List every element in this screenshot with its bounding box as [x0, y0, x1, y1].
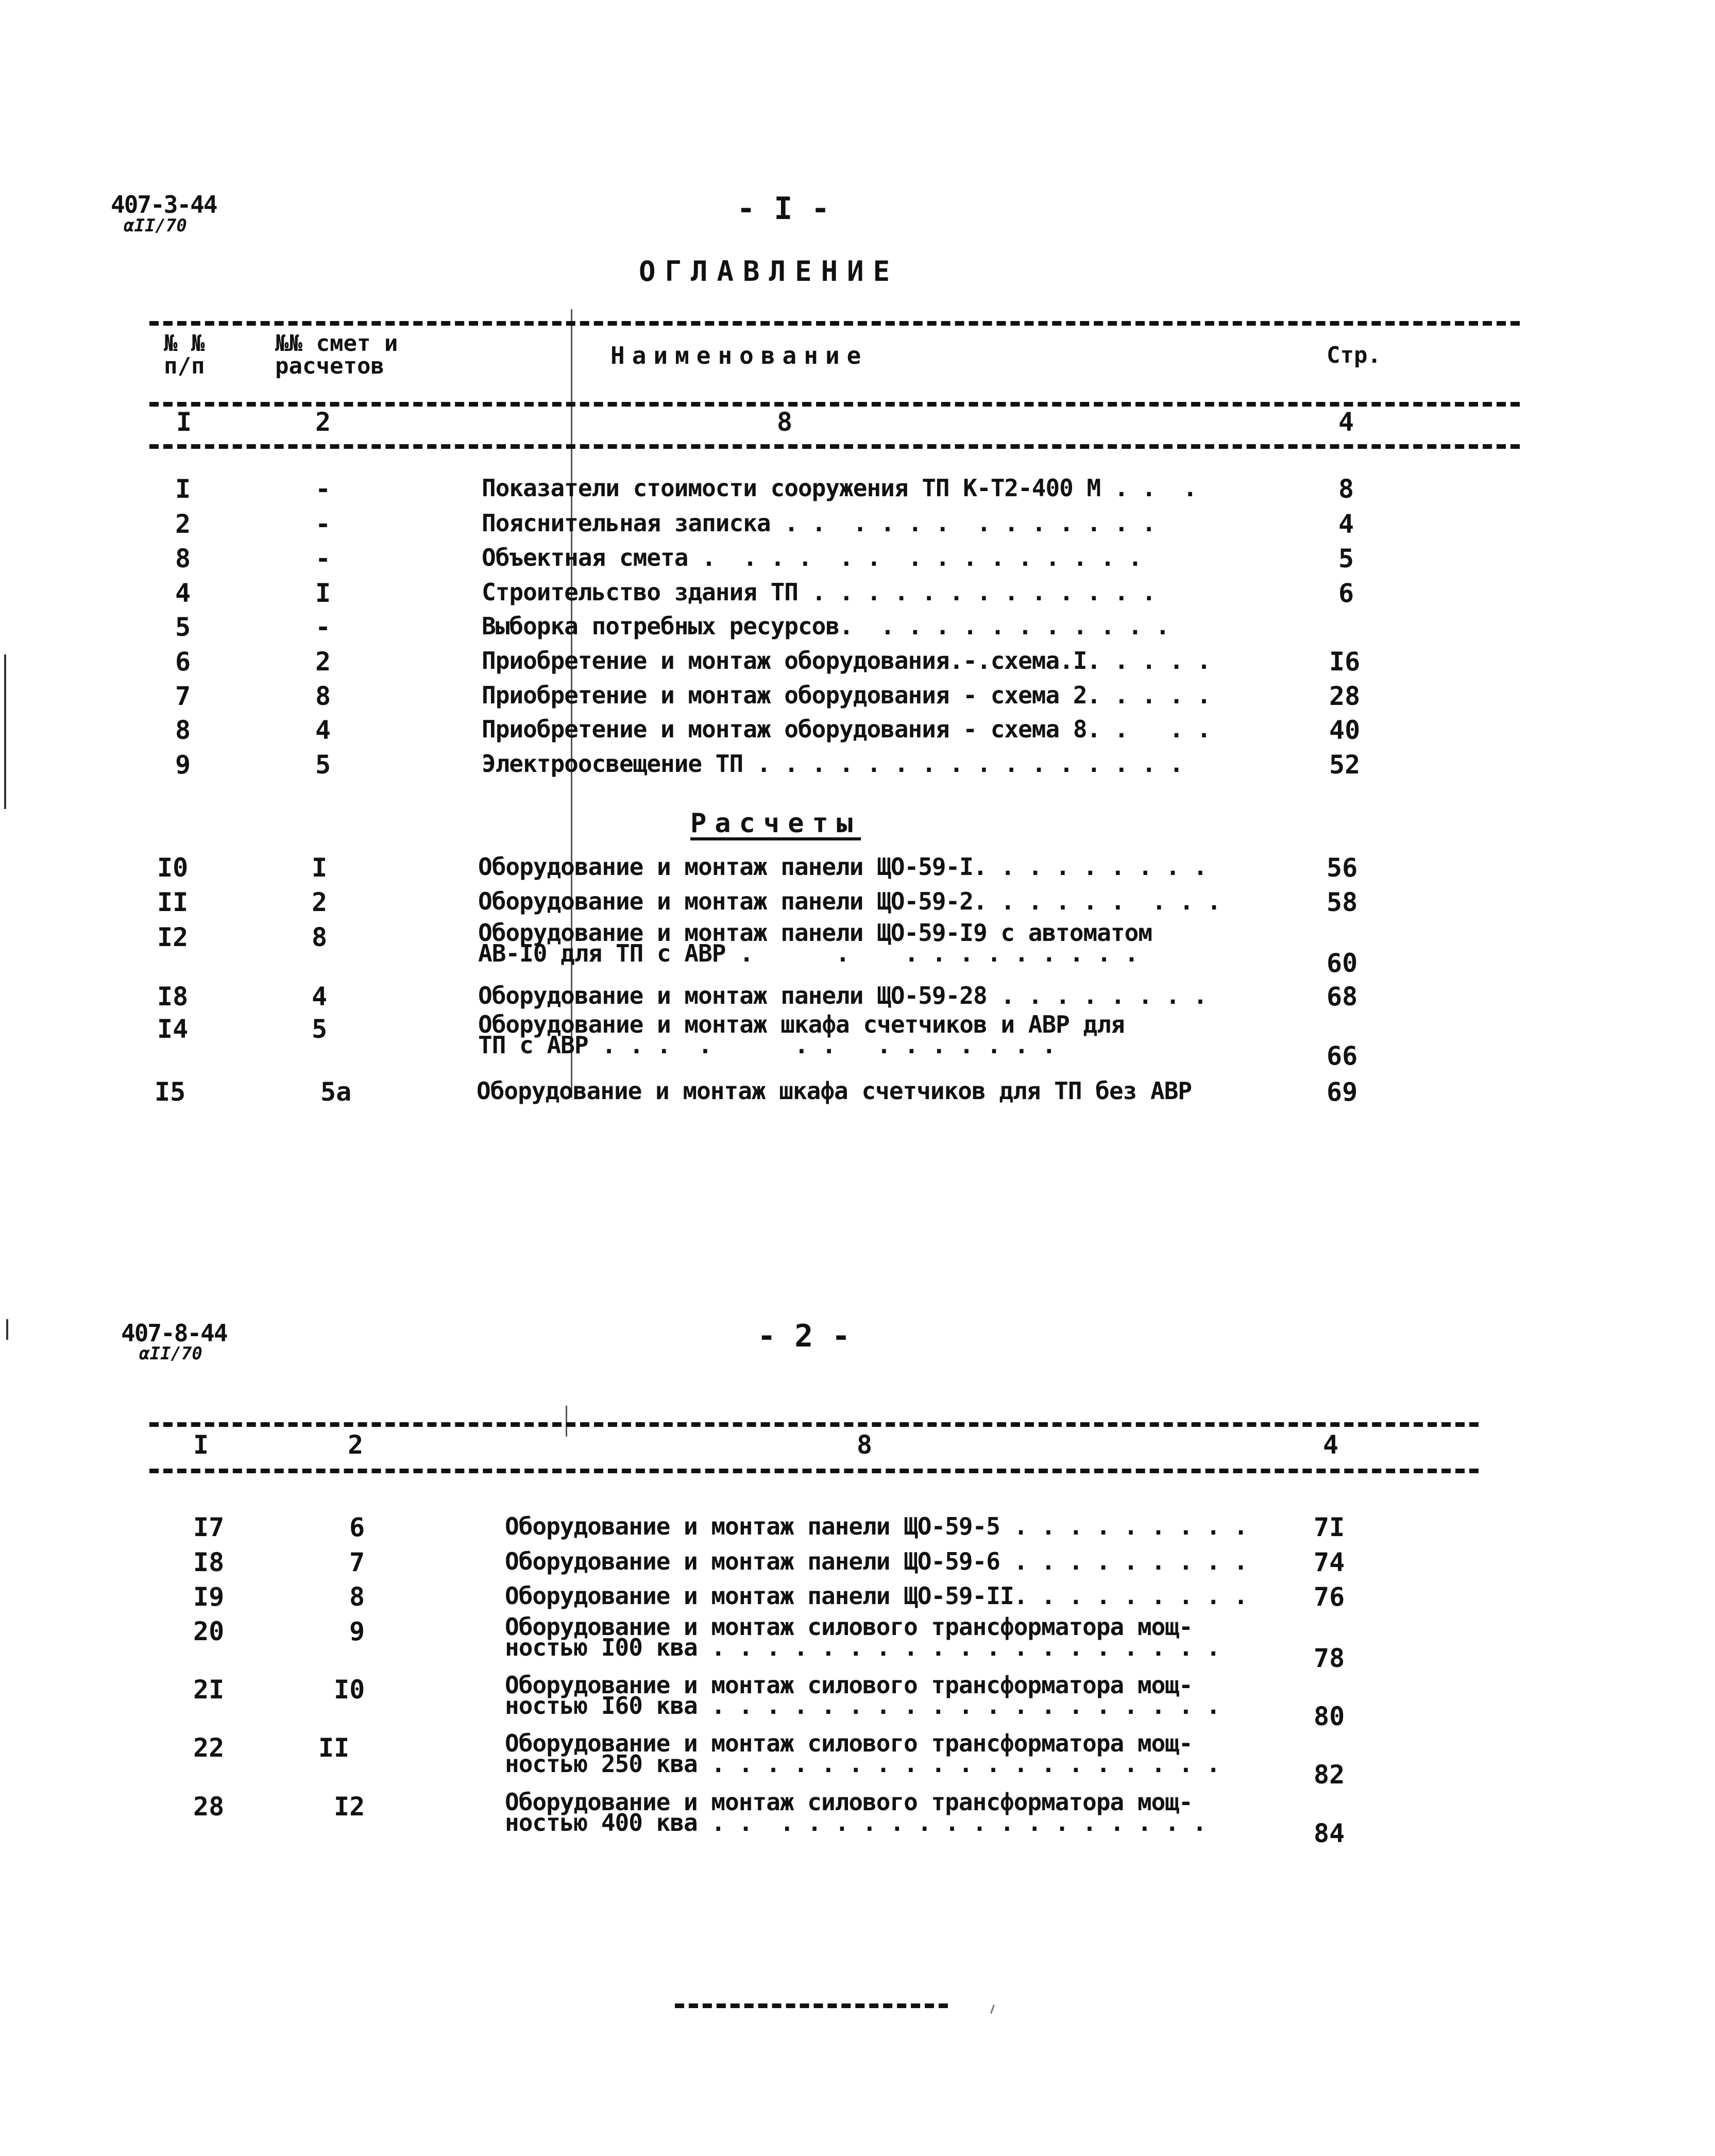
row-number: 2I	[193, 1675, 225, 1705]
page-ref: 84	[1314, 1818, 1345, 1848]
entry-name: Оборудование и монтаж панели ЩО-59-I. . . . . . . . .	[478, 853, 1207, 881]
row-number: 8	[175, 715, 191, 745]
row-number: I0	[157, 853, 189, 883]
calc-number: 8	[349, 1582, 365, 1612]
calc-number: II	[318, 1733, 350, 1763]
entry-name: Выборка потребных ресурсов. . . . . . . . . . . .	[482, 612, 1169, 640]
doc-code-sub: αII/70	[139, 1343, 202, 1364]
header-line: №№ смет и	[275, 330, 398, 357]
entry-name: Оборудование и монтаж силового трансформатора мощ- ностью I00 ква . . . . . . . . . . . . . . . . . . .	[505, 1613, 1220, 1661]
entry-name: Приобретение и монтаж оборудования - схема 8. . . .	[482, 715, 1211, 743]
doc-code: 407-8-44	[121, 1319, 227, 1347]
entry-name: Показатели стоимости сооружения ТП К-Т2-400 М . . .	[482, 474, 1197, 502]
column-number-2: 2	[315, 407, 331, 437]
row-number: I8	[193, 1547, 225, 1577]
entry-name: Объектная смета . . . . . . . . . . . . . . .	[482, 544, 1142, 571]
column-number-1: I	[193, 1430, 209, 1460]
page-number: - 2 -	[757, 1318, 851, 1354]
row-number: 6	[175, 647, 191, 677]
entry-name: Оборудование и монтаж панели ЩО-59-6 . . . . . . . . .	[505, 1547, 1248, 1575]
row-number: 2	[175, 509, 191, 539]
calc-number: 8	[312, 922, 328, 952]
calc-number: -	[315, 612, 331, 642]
row-number: I4	[157, 1014, 189, 1044]
page-ref: I6	[1329, 647, 1361, 677]
entry-name: Приобретение и монтаж оборудования.-.схема.I. . . . .	[482, 647, 1211, 675]
row-number: I8	[157, 982, 189, 1012]
page-ref: 7I	[1314, 1512, 1345, 1542]
page-ref: 8	[1338, 474, 1354, 504]
page-ref: 52	[1329, 750, 1361, 780]
page-ref: 60	[1327, 948, 1358, 978]
page-ref: 80	[1314, 1702, 1345, 1731]
page-ref: 69	[1327, 1077, 1358, 1107]
row-number: II	[157, 887, 189, 917]
toc-row	[0, 1671, 1715, 1731]
page-ref: 4	[1338, 509, 1354, 539]
row-number: 8	[175, 544, 191, 574]
calc-number: 8	[315, 681, 331, 711]
calc-number: 4	[312, 982, 328, 1012]
column-number-2: 2	[348, 1430, 364, 1460]
entry-name: Оборудование и монтаж панели ЩО-59-5 . . . . . . . . .	[505, 1512, 1248, 1540]
row-number: I	[175, 474, 191, 504]
calc-number: -	[315, 544, 331, 574]
row-number: I9	[193, 1582, 225, 1612]
entry-name: Оборудование и монтаж панели ЩО-59-28 . . . . . . . .	[478, 982, 1207, 1009]
column-number-rule	[149, 1469, 1479, 1473]
entry-name: Оборудование и монтаж панели ЩО-59-II. . . . . . . . .	[505, 1582, 1248, 1610]
row-number: 28	[193, 1792, 225, 1822]
header-name: Наименование	[610, 342, 869, 369]
entry-name: Оборудование и монтаж силового трансформатора мощ- ностью I60 ква . . . . . . . . . . . . . . . . . . .	[505, 1671, 1220, 1720]
page-ref: 28	[1329, 681, 1361, 711]
toc-row	[0, 1788, 1715, 1848]
entry-name: Оборудование и монтаж шкафа счетчиков для ТП без АВР	[477, 1077, 1192, 1105]
doc-code: 407-3-44	[111, 191, 217, 218]
calc-number: 2	[312, 887, 328, 917]
page-title: ОГЛАВЛЕНИЕ	[639, 255, 899, 288]
entry-name: Приобретение и монтаж оборудования - схема 2. . . . .	[482, 681, 1211, 709]
calc-number: 9	[349, 1616, 365, 1646]
column-number-3: 8	[857, 1430, 873, 1460]
page-ref: 82	[1314, 1760, 1345, 1790]
calc-number: I	[315, 578, 331, 608]
page-ref: 68	[1327, 982, 1358, 1012]
toc-row	[0, 1582, 1715, 1613]
column-number-1: I	[176, 407, 192, 437]
calc-number: 5а	[320, 1077, 352, 1107]
column-number-4: 4	[1323, 1430, 1339, 1460]
page-ref: 76	[1314, 1582, 1345, 1612]
row-number: I2	[157, 922, 189, 952]
table-top-rule	[149, 1422, 1479, 1427]
calc-number: 5	[312, 1014, 328, 1044]
page-ref: 74	[1314, 1547, 1345, 1577]
calc-number: 2	[315, 647, 331, 677]
calc-number: 5	[315, 750, 331, 780]
row-number: 4	[175, 578, 191, 608]
calc-number: 6	[349, 1512, 365, 1542]
toc-row	[0, 1512, 1715, 1543]
page-ref: 56	[1327, 853, 1358, 883]
section-title-calculations: Расчеты	[690, 808, 861, 839]
row-number: 5	[175, 612, 191, 642]
page-ref: 66	[1327, 1041, 1358, 1071]
calc-number: I	[312, 853, 328, 883]
calc-number: 4	[315, 715, 331, 745]
calc-number: I2	[334, 1792, 365, 1822]
toc-row	[0, 1729, 1715, 1790]
entry-name: Строительство здания ТП . . . . . . . . . . . . .	[482, 578, 1156, 606]
toc-row	[0, 1547, 1715, 1578]
page-ref: 58	[1327, 887, 1358, 917]
entry-name: Пояснительная записка . . . . . . . . . . . . .	[482, 509, 1156, 537]
calc-number: -	[315, 509, 331, 539]
stray-mark	[990, 2005, 995, 2014]
column-divider	[566, 1406, 567, 1437]
row-number: I7	[193, 1512, 225, 1542]
page-ref: 40	[1329, 715, 1361, 745]
calc-number: I0	[334, 1675, 365, 1705]
entry-name: Электроосвещение ТП . . . . . . . . . . . . . . . .	[482, 750, 1183, 778]
toc-row	[0, 1613, 1715, 1673]
row-number: I5	[155, 1077, 186, 1107]
row-number: 20	[193, 1616, 225, 1646]
page-ref: 5	[1338, 544, 1354, 574]
doc-code-sub: αII/70	[124, 215, 187, 236]
row-number: 7	[175, 681, 191, 711]
column-number-4: 4	[1338, 407, 1354, 437]
column-number-3: 8	[777, 407, 793, 437]
row-number: 9	[175, 750, 191, 780]
entry-name: Оборудование и монтаж панели ЩО-59-I9 с автоматом АВ-I0 для ТП с АВР . . . . . . . . . . .	[478, 919, 1152, 967]
header-line: № №	[164, 330, 205, 357]
page-ref: 78	[1314, 1643, 1345, 1673]
header-line: расчетов	[275, 353, 384, 379]
header-line: п/п	[164, 353, 205, 379]
entry-name: Оборудование и монтаж панели ЩО-59-2. . . . . . . . .	[478, 887, 1221, 915]
calc-number: -	[315, 474, 331, 504]
end-rule	[675, 2003, 948, 2008]
entry-name: Оборудование и монтаж силового трансформатора мощ- ностью 400 ква . . . . . . . . . . . . . . . . . .	[505, 1788, 1207, 1837]
calc-number: 7	[349, 1547, 365, 1577]
page-number: - I -	[737, 191, 830, 227]
header-page: Стр.	[1327, 342, 1381, 368]
entry-name: Оборудование и монтаж шкафа счетчиков и АВР для ТП с АВР . . . . . . . . . . . . .	[478, 1010, 1125, 1059]
page-ref: 6	[1338, 578, 1354, 608]
entry-name: Оборудование и монтаж силового трансформатора мощ- ностью 250 ква . . . . . . . . . . . . . . . . . . .	[505, 1729, 1220, 1778]
row-number: 22	[193, 1733, 225, 1763]
